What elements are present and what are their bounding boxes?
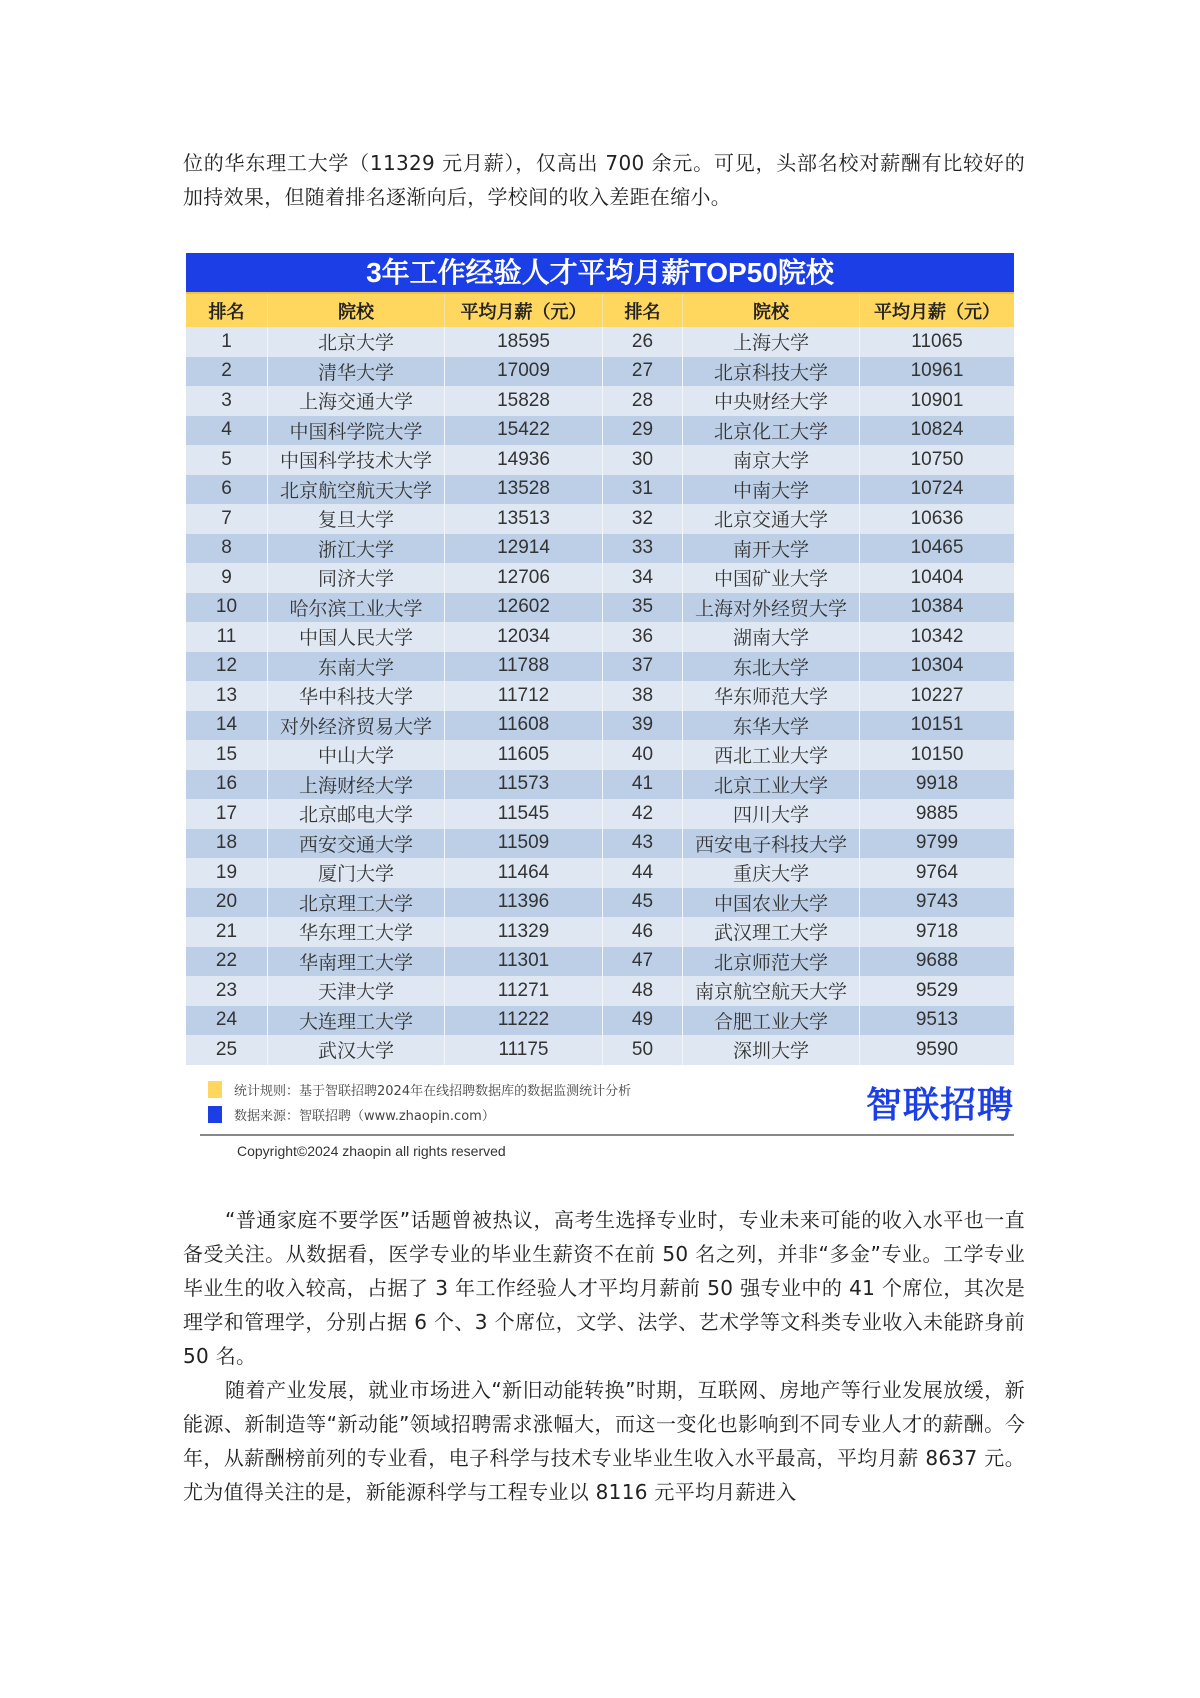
cell-school: 中国科学技术大学 — [268, 445, 445, 475]
cell-rank-2: 36 — [603, 622, 683, 652]
cell-school: 清华大学 — [268, 357, 445, 387]
cell-salary-2: 9743 — [915, 891, 959, 913]
cell-rank-2: 42 — [603, 799, 683, 829]
cell-school-2: 南京大学 — [683, 445, 860, 475]
cell-rank-2: 34 — [603, 563, 683, 593]
cell-salary: 11329 — [445, 917, 603, 947]
cell-salary-2: 10724 — [910, 478, 964, 500]
cell-salary: 11788 — [445, 652, 603, 682]
cell-salary: 15828 — [445, 386, 603, 416]
cell-school: 浙江大学 — [268, 534, 445, 564]
table-title: 3年工作经验人才平均月薪TOP50院校 — [186, 253, 1014, 292]
cell-rank-2: 39 — [603, 711, 683, 741]
cell-salary-2: 10961 — [910, 360, 964, 382]
cell-school: 北京航空航天大学 — [268, 475, 445, 505]
table-row — [186, 1035, 1014, 1065]
cell-salary-2: 10227 — [910, 684, 964, 706]
cell-rank-2: 44 — [603, 858, 683, 888]
table-row — [186, 770, 1014, 800]
cell-school-2: 中国农业大学 — [683, 888, 860, 918]
cell-rank: 1 — [186, 327, 268, 357]
table-row — [186, 416, 1014, 446]
cell-school: 华东理工大学 — [268, 917, 445, 947]
cell-salary: 15422 — [445, 416, 603, 446]
table-row — [186, 1006, 1014, 1036]
table-row — [186, 563, 1014, 593]
table-row — [186, 357, 1014, 387]
cell-rank: 21 — [186, 917, 268, 947]
divider — [200, 1134, 1014, 1136]
header-salary-2: 平均月薪（元） — [874, 301, 1000, 322]
table-row — [186, 504, 1014, 534]
cell-salary: 11271 — [445, 976, 603, 1006]
cell-salary-2: 9764 — [915, 861, 959, 883]
cell-salary-2: 11065 — [911, 330, 963, 352]
header-rank-2: 排名 — [603, 294, 683, 327]
paragraph-1: “普通家庭不要学医”话题曾被热议，高考生选择专业时，专业未来可能的收入水平也一直备受关注。从数据看，医学专业的毕业生薪资不在前 50 名之列，并非“多金”专业。工学专业毕业生的收入较高，占据了 3 年工作经验人才平均月薪前 50 强专业中的 41 个席位，其次是理学和管理学，分别占据 6 个、3 个席位，文学、法学、艺术学等文科类专业收入未能跻身前 50 名。 — [183, 1208, 1025, 1368]
cell-salary: 11712 — [445, 681, 603, 711]
cell-salary-2: 10824 — [910, 419, 964, 441]
table-row — [186, 711, 1014, 741]
cell-rank-2: 48 — [603, 976, 683, 1006]
cell-school: 东南大学 — [268, 652, 445, 682]
cell-school: 北京理工大学 — [268, 888, 445, 918]
table-row — [186, 386, 1014, 416]
cell-rank: 5 — [186, 445, 268, 475]
cell-school-2: 北京科技大学 — [683, 357, 860, 387]
cell-school-2: 北京化工大学 — [683, 416, 860, 446]
cell-school: 上海财经大学 — [268, 770, 445, 800]
cell-rank: 16 — [186, 770, 268, 800]
cell-rank: 4 — [186, 416, 268, 446]
cell-salary: 12914 — [445, 534, 603, 564]
table-row — [186, 652, 1014, 682]
header-rank: 排名 — [186, 294, 268, 327]
cell-school-2: 东华大学 — [683, 711, 860, 741]
table-row — [186, 740, 1014, 770]
cell-rank-2: 50 — [603, 1035, 683, 1065]
cell-rank-2: 47 — [603, 947, 683, 977]
zhaopin-logo: 智联招聘 — [866, 1085, 1015, 1126]
table-row — [186, 888, 1014, 918]
cell-rank: 2 — [186, 357, 268, 387]
cell-school: 华南理工大学 — [268, 947, 445, 977]
cell-school-2: 北京工业大学 — [683, 770, 860, 800]
cell-rank: 20 — [186, 888, 268, 918]
cell-rank: 19 — [186, 858, 268, 888]
cell-school-2: 上海大学 — [683, 327, 860, 357]
table-row — [186, 534, 1014, 564]
blue-swatch-icon — [208, 1106, 222, 1123]
cell-salary: 11509 — [445, 829, 603, 859]
table-row — [186, 475, 1014, 505]
cell-salary-2: 9529 — [915, 979, 959, 1001]
salary-table — [186, 253, 1014, 1065]
cell-salary-2: 10384 — [910, 596, 964, 618]
cell-salary-2: 9885 — [915, 802, 959, 824]
cell-salary-2: 10636 — [910, 507, 964, 529]
cell-salary: 13528 — [445, 475, 603, 505]
paragraph-text: 位的华东理工大学（11329 元月薪），仅高出 700 余元。可见，头部名校对薪酬有比较好的加持效果，但随着排名逐渐向后，学校间的收入差距在缩小。 — [183, 151, 1025, 209]
cell-school-2: 北京师范大学 — [683, 947, 860, 977]
cell-rank: 8 — [186, 534, 268, 564]
intro-paragraph — [183, 146, 1025, 214]
cell-rank-2: 37 — [603, 652, 683, 682]
legend-rule-text: 统计规则：基于智联招聘2024年在线招聘数据库的数据监测统计分析 — [234, 1084, 632, 1099]
cell-school-2: 中央财经大学 — [683, 386, 860, 416]
cell-salary: 18595 — [445, 327, 603, 357]
table-row — [186, 445, 1014, 475]
cell-rank: 9 — [186, 563, 268, 593]
cell-salary: 17009 — [445, 357, 603, 387]
cell-school: 华中科技大学 — [268, 681, 445, 711]
legend-rule — [208, 1077, 631, 1102]
cell-school: 北京大学 — [268, 327, 445, 357]
cell-school: 上海交通大学 — [268, 386, 445, 416]
cell-rank: 17 — [186, 799, 268, 829]
header-salary: 平均月薪（元） — [445, 294, 603, 327]
cell-rank-2: 38 — [603, 681, 683, 711]
cell-rank: 3 — [186, 386, 268, 416]
cell-school: 中国人民大学 — [268, 622, 445, 652]
cell-rank-2: 28 — [603, 386, 683, 416]
legend-source-text: 数据来源：智联招聘（www.zhaopin.com） — [234, 1109, 495, 1124]
cell-rank-2: 32 — [603, 504, 683, 534]
cell-school: 北京邮电大学 — [268, 799, 445, 829]
cell-school-2: 中国矿业大学 — [683, 563, 860, 593]
table-row — [186, 947, 1014, 977]
cell-rank: 7 — [186, 504, 268, 534]
cell-salary-2: 10404 — [910, 566, 964, 588]
cell-salary-2: 9513 — [915, 1009, 959, 1031]
cell-rank-2: 29 — [603, 416, 683, 446]
header-school-2: 院校 — [683, 294, 860, 327]
cell-school-2: 深圳大学 — [683, 1035, 860, 1065]
cell-rank-2: 31 — [603, 475, 683, 505]
table-row — [186, 327, 1014, 357]
table-legend — [208, 1077, 631, 1127]
cell-salary: 11464 — [445, 858, 603, 888]
cell-salary: 12706 — [445, 563, 603, 593]
cell-school: 厦门大学 — [268, 858, 445, 888]
cell-salary: 11608 — [445, 711, 603, 741]
body-paragraphs — [183, 1203, 1025, 1509]
table-row — [186, 622, 1014, 652]
cell-school-2: 上海对外经贸大学 — [683, 593, 860, 623]
table-row — [186, 858, 1014, 888]
table-header-row — [186, 292, 1014, 327]
cell-school: 中国科学院大学 — [268, 416, 445, 446]
table-row — [186, 976, 1014, 1006]
cell-salary: 13513 — [445, 504, 603, 534]
cell-salary: 11222 — [445, 1006, 603, 1036]
cell-rank-2: 46 — [603, 917, 683, 947]
cell-school: 哈尔滨工业大学 — [268, 593, 445, 623]
cell-salary: 14936 — [445, 445, 603, 475]
cell-salary-2: 9718 — [915, 920, 959, 942]
cell-school: 对外经济贸易大学 — [268, 711, 445, 741]
cell-rank: 13 — [186, 681, 268, 711]
cell-salary-2: 10150 — [910, 743, 964, 765]
cell-salary-2: 9918 — [915, 773, 959, 795]
cell-school: 西安交通大学 — [268, 829, 445, 859]
cell-school-2: 南开大学 — [683, 534, 860, 564]
cell-salary-2: 9590 — [915, 1038, 959, 1060]
cell-school-2: 四川大学 — [683, 799, 860, 829]
cell-rank: 18 — [186, 829, 268, 859]
cell-salary: 12034 — [445, 622, 603, 652]
cell-school-2: 北京交通大学 — [683, 504, 860, 534]
cell-school-2: 南京航空航天大学 — [683, 976, 860, 1006]
cell-rank-2: 33 — [603, 534, 683, 564]
cell-rank: 25 — [186, 1035, 268, 1065]
cell-salary-2: 10151 — [910, 714, 964, 736]
table-body — [186, 327, 1014, 1065]
cell-rank-2: 30 — [603, 445, 683, 475]
cell-rank-2: 41 — [603, 770, 683, 800]
cell-school-2: 中南大学 — [683, 475, 860, 505]
cell-salary-2: 9799 — [915, 832, 959, 854]
cell-salary-2: 10304 — [910, 655, 964, 677]
cell-school-2: 湖南大学 — [683, 622, 860, 652]
cell-rank: 12 — [186, 652, 268, 682]
cell-salary: 11545 — [445, 799, 603, 829]
cell-rank-2: 26 — [603, 327, 683, 357]
copyright: Copyright©2024 zhaopin all rights reserved — [237, 1143, 506, 1159]
cell-rank: 24 — [186, 1006, 268, 1036]
cell-rank-2: 40 — [603, 740, 683, 770]
yellow-swatch-icon — [208, 1081, 222, 1098]
legend-source — [208, 1102, 631, 1127]
table-row — [186, 799, 1014, 829]
cell-salary-2: 10750 — [910, 448, 964, 470]
table-row — [186, 593, 1014, 623]
header-school: 院校 — [268, 294, 445, 327]
cell-school-2: 西北工业大学 — [683, 740, 860, 770]
cell-rank: 23 — [186, 976, 268, 1006]
cell-school-2: 东北大学 — [683, 652, 860, 682]
cell-rank: 10 — [186, 593, 268, 623]
cell-salary: 12602 — [445, 593, 603, 623]
cell-salary-2: 10342 — [910, 625, 964, 647]
cell-rank: 22 — [186, 947, 268, 977]
table-row — [186, 917, 1014, 947]
cell-rank: 15 — [186, 740, 268, 770]
cell-salary-2: 10901 — [910, 389, 964, 411]
cell-salary: 11175 — [445, 1035, 603, 1065]
cell-school: 武汉大学 — [268, 1035, 445, 1065]
cell-salary: 11396 — [445, 888, 603, 918]
cell-rank-2: 43 — [603, 829, 683, 859]
cell-school: 中山大学 — [268, 740, 445, 770]
cell-school-2: 华东师范大学 — [683, 681, 860, 711]
cell-school-2: 重庆大学 — [683, 858, 860, 888]
cell-rank-2: 49 — [603, 1006, 683, 1036]
cell-salary-2: 9688 — [915, 950, 959, 972]
cell-rank: 6 — [186, 475, 268, 505]
cell-rank-2: 35 — [603, 593, 683, 623]
cell-rank-2: 27 — [603, 357, 683, 387]
cell-school-2: 合肥工业大学 — [683, 1006, 860, 1036]
cell-rank: 11 — [186, 622, 268, 652]
cell-school-2: 西安电子科技大学 — [683, 829, 860, 859]
cell-school: 同济大学 — [268, 563, 445, 593]
cell-school: 大连理工大学 — [268, 1006, 445, 1036]
cell-salary: 11605 — [445, 740, 603, 770]
table-row — [186, 681, 1014, 711]
table-row — [186, 829, 1014, 859]
cell-school: 天津大学 — [268, 976, 445, 1006]
cell-salary-2: 10465 — [910, 537, 964, 559]
cell-salary: 11301 — [445, 947, 603, 977]
cell-rank: 14 — [186, 711, 268, 741]
cell-rank-2: 45 — [603, 888, 683, 918]
cell-school: 复旦大学 — [268, 504, 445, 534]
cell-salary: 11573 — [445, 770, 603, 800]
paragraph-2: 随着产业发展，就业市场进入“新旧动能转换”时期，互联网、房地产等行业发展放缓，新能源、新制造等“新动能”领域招聘需求涨幅大，而这一变化也影响到不同专业人才的薪酬。今年，从薪酬榜前列的专业看，电子科学与技术专业毕业生收入水平最高，平均月薪 8637 元。尤为值得关注的是，新能源科学与工程专业以 8116 元平均月薪进入 — [183, 1378, 1025, 1504]
cell-school-2: 武汉理工大学 — [683, 917, 860, 947]
